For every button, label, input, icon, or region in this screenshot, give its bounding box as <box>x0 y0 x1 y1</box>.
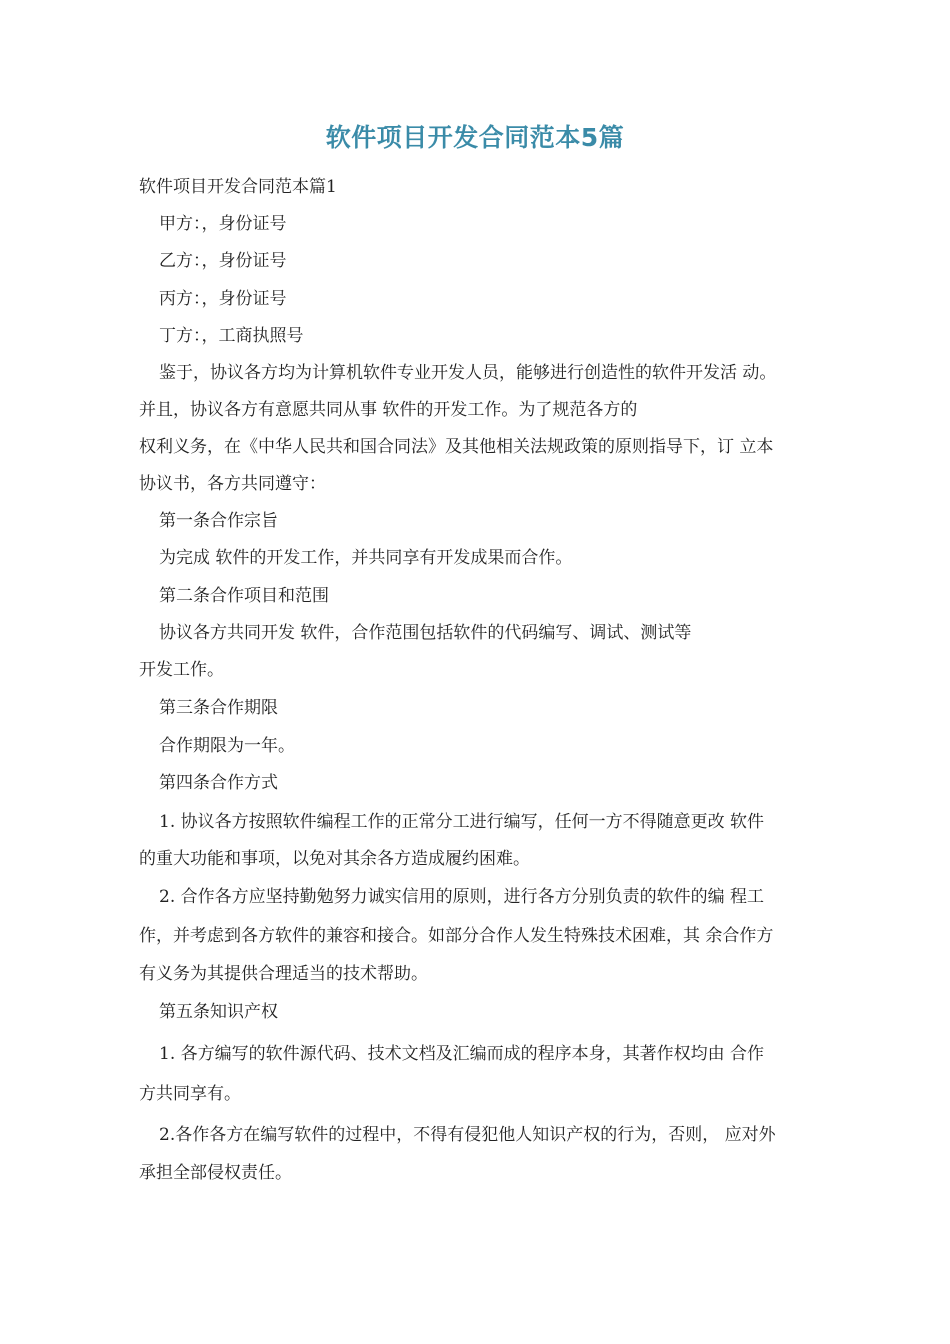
paragraph-line: 有义务为其提供合理适当的技术帮助。 <box>139 964 428 984</box>
article-heading: 第四条合作方式 <box>159 773 278 793</box>
paragraph-line: 1. 协议各方按照软件编程工作的正常分工进行编写，任何一方不得随意更改 软件 <box>159 812 765 832</box>
paragraph-line: 合作期限为一年。 <box>159 736 295 756</box>
paragraph-line: 协议书，各方共同遵守： <box>139 474 326 494</box>
paragraph-line: 开发工作。 <box>139 660 224 680</box>
paragraph-line: 权利义务，在《中华人民共和国合同法》及其他相关法规政策的原则指导下，订 立本 <box>139 437 774 457</box>
paragraph-line: 鉴于，协议各方均为计算机软件专业开发人员，能够进行创造性的软件开发活 动。 <box>159 363 777 383</box>
paragraph-line: 1. 各方编写的软件源代码、技术文档及汇编而成的程序本身，其著作权均由 合作 <box>159 1044 765 1064</box>
paragraph-line: 作，并考虑到各方软件的兼容和接合。如部分合作人发生特殊技术困难，其 余合作方 <box>139 926 774 946</box>
article-heading: 第二条合作项目和范围 <box>159 586 329 606</box>
article-heading: 第一条合作宗旨 <box>159 511 278 531</box>
document-title: 软件项目开发合同范本5篇 <box>325 123 625 152</box>
article-heading: 第五条知识产权 <box>159 1002 278 1022</box>
paragraph-line: 的重大功能和事项，以免对其余各方造成履约困难。 <box>139 849 530 869</box>
paragraph-line: 协议各方共同开发 软件，合作范围包括软件的代码编写、调试、测试等 <box>159 623 692 643</box>
paragraph-line: 承担全部侵权责任。 <box>139 1163 292 1183</box>
paragraph-line: 方共同享有。 <box>139 1084 241 1104</box>
paragraph-line: 为完成 软件的开发工作，并共同享有开发成果而合作。 <box>159 548 573 568</box>
party-c-line: 丙方：，身份证号 <box>159 289 287 309</box>
party-d-line: 丁方：，工商执照号 <box>159 326 304 346</box>
paragraph-line: 并且，协议各方有意愿共同从事 软件的开发工作。为了规范各方的 <box>139 400 638 420</box>
party-a-line: 甲方：，身份证号 <box>159 214 287 234</box>
article-heading: 第三条合作期限 <box>159 698 278 718</box>
document-subtitle: 软件项目开发合同范本篇1 <box>139 177 337 197</box>
paragraph-line: 2. 合作各方应坚持勤勉努力诚实信用的原则，进行各方分别负责的软件的编 程工 <box>159 887 765 907</box>
party-b-line: 乙方：，身份证号 <box>159 251 287 271</box>
paragraph-line: 2.各作各方在编写软件的过程中，不得有侵犯他人知识产权的行为，否则， 应对外 <box>159 1125 776 1145</box>
